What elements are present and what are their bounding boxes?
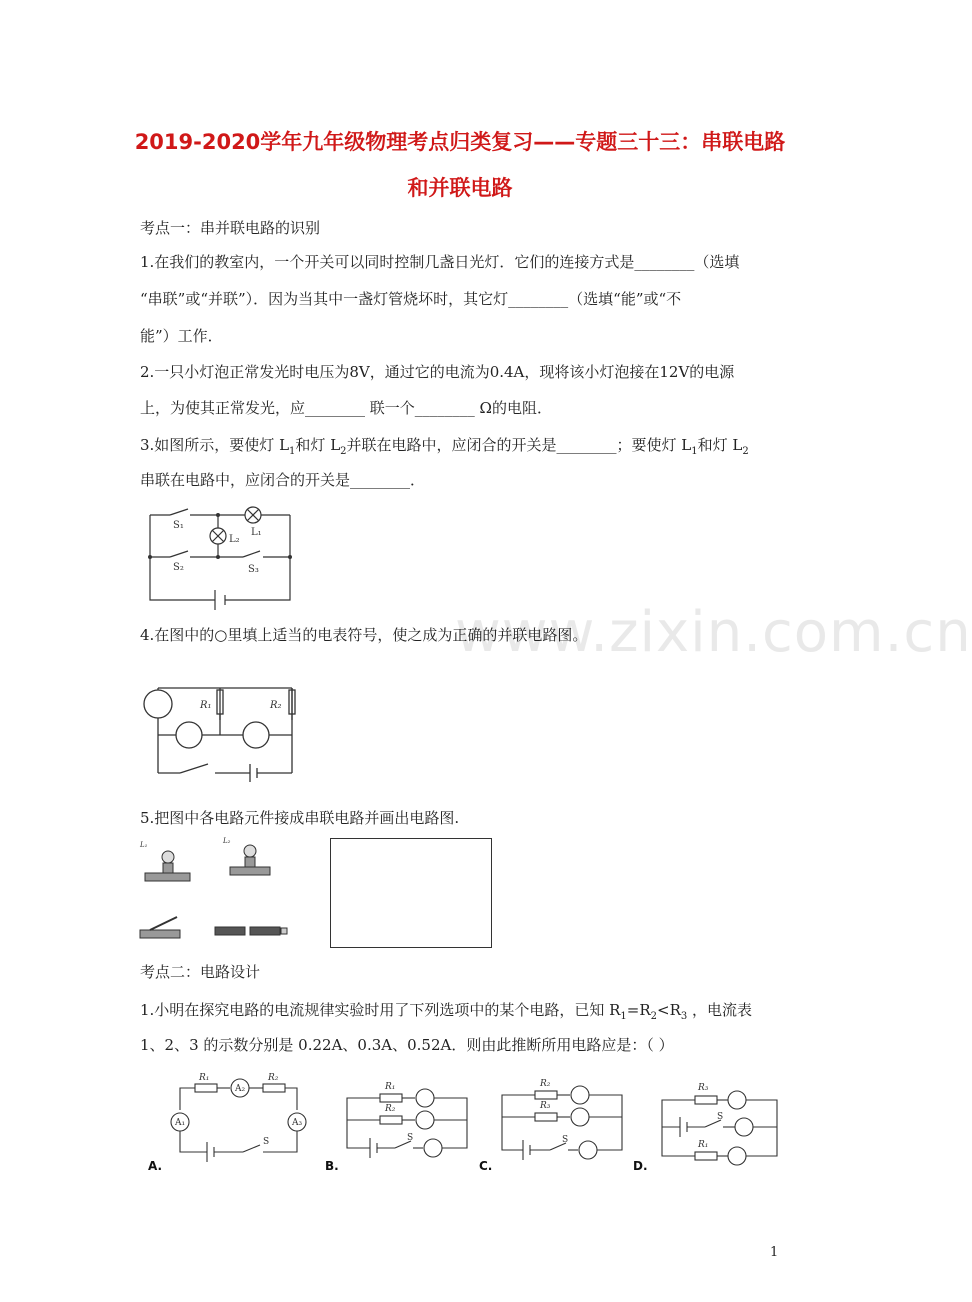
q4-label-r2: R₂: [270, 700, 282, 711]
q3-label-l2: L₂: [229, 534, 240, 545]
q4-text: 4.在图中的○里填上适当的电表符号，使之成为正确的并联电路图。: [140, 626, 588, 644]
title-line-1: 2019-2020学年九年级物理考点归类复习——专题三十三：串联电路: [134, 130, 786, 154]
q5-label-l1: L₁: [140, 841, 148, 849]
q3-line-2: 串联在电路中，应闭合的开关是________．: [140, 471, 426, 489]
option-d-label: D.: [633, 1159, 648, 1173]
q5-components-illustration: [135, 835, 295, 950]
q6d-label-r1: R₁: [698, 1140, 709, 1150]
q3-label-l1: L₁: [251, 527, 262, 538]
q6b-label-r1: R₁: [385, 1082, 396, 1092]
q6d-label-s: S: [717, 1112, 724, 1122]
q3-line-1: 3.如图所示，要使灯 $L_1$和灯 $L_2$并联在电路中，应闭合的开关是________；要使灯 $L_1$和灯 $L_2$: [140, 436, 749, 457]
option-c-label: C.: [479, 1159, 493, 1173]
q6a-label-s: S: [263, 1137, 270, 1147]
q6c-label-r3: R₃: [540, 1101, 551, 1111]
page-number: 1: [770, 1245, 779, 1260]
q5-label-l2: L₂: [223, 837, 231, 845]
q6b-label-r2: R₂: [385, 1104, 396, 1114]
q6-line-2: 1、2、3 的示数分别是 0.22A、0.3A、0.52A．则由此推断所用电路应是：（ ）: [140, 1036, 674, 1054]
q6d-label-r3: R₃: [698, 1083, 709, 1093]
q6c-label-s: S: [562, 1135, 569, 1145]
section2-heading: 考点二：电路设计: [140, 963, 261, 981]
q3-label-s2: S₂: [173, 562, 184, 573]
q1-line-1: 1.在我们的教室内，一个开关可以同时控制几盏日光灯．它们的连接方式是________（选填: [140, 253, 740, 271]
q4-label-r1: R₁: [200, 700, 212, 711]
q6b-label-s: S: [407, 1133, 414, 1143]
q2-line-2: 上，为使其正常发光，应________ 联一个________ Ω的电阻．: [140, 399, 552, 417]
q5-drawing-box[interactable]: [330, 838, 492, 948]
q6-line-1: 1.小明在探究电路的电流规律实验时用了下列选项中的某个电路，已知 $R_1=R_2<R_3$ ，电流表: [140, 1001, 753, 1022]
q6-options-diagram: [145, 1070, 795, 1180]
q3-circuit-diagram: [140, 500, 300, 610]
q4-circuit-diagram: [140, 660, 300, 780]
q6a-label-a1: A₁: [175, 1118, 186, 1128]
q3-label-s3: S₃: [248, 564, 259, 575]
q6c-label-r2: R₂: [540, 1079, 551, 1089]
q6a-label-r1: R₁: [199, 1073, 210, 1083]
q6a-label-r2: R₂: [268, 1073, 279, 1083]
option-a-label: A.: [148, 1159, 163, 1173]
section1-heading: 考点一：串并联电路的识别: [140, 219, 321, 237]
q6a-label-a3: A₃: [292, 1118, 303, 1128]
watermark: www.zixin.com.cn: [455, 600, 972, 665]
q5-text: 5.把图中各电路元件接成串联电路并画出电路图.: [140, 809, 460, 827]
q6a-label-a2: A₂: [235, 1084, 246, 1094]
title-line-2: 和并联电路: [407, 176, 513, 200]
option-b-label: B.: [325, 1159, 339, 1173]
q2-line-1: 2.一只小灯泡正常发光时电压为8V，通过它的电流为0.4A，现将该小灯泡接在12V的电源: [140, 363, 735, 381]
q1-line-3: 能”）工作．: [140, 327, 223, 345]
q1-line-2: “串联”或“并联”）．因为当其中一盏灯管烧坏时，其它灯________（选填“能”或“不: [140, 290, 682, 308]
q3-label-s1: S₁: [173, 520, 184, 531]
